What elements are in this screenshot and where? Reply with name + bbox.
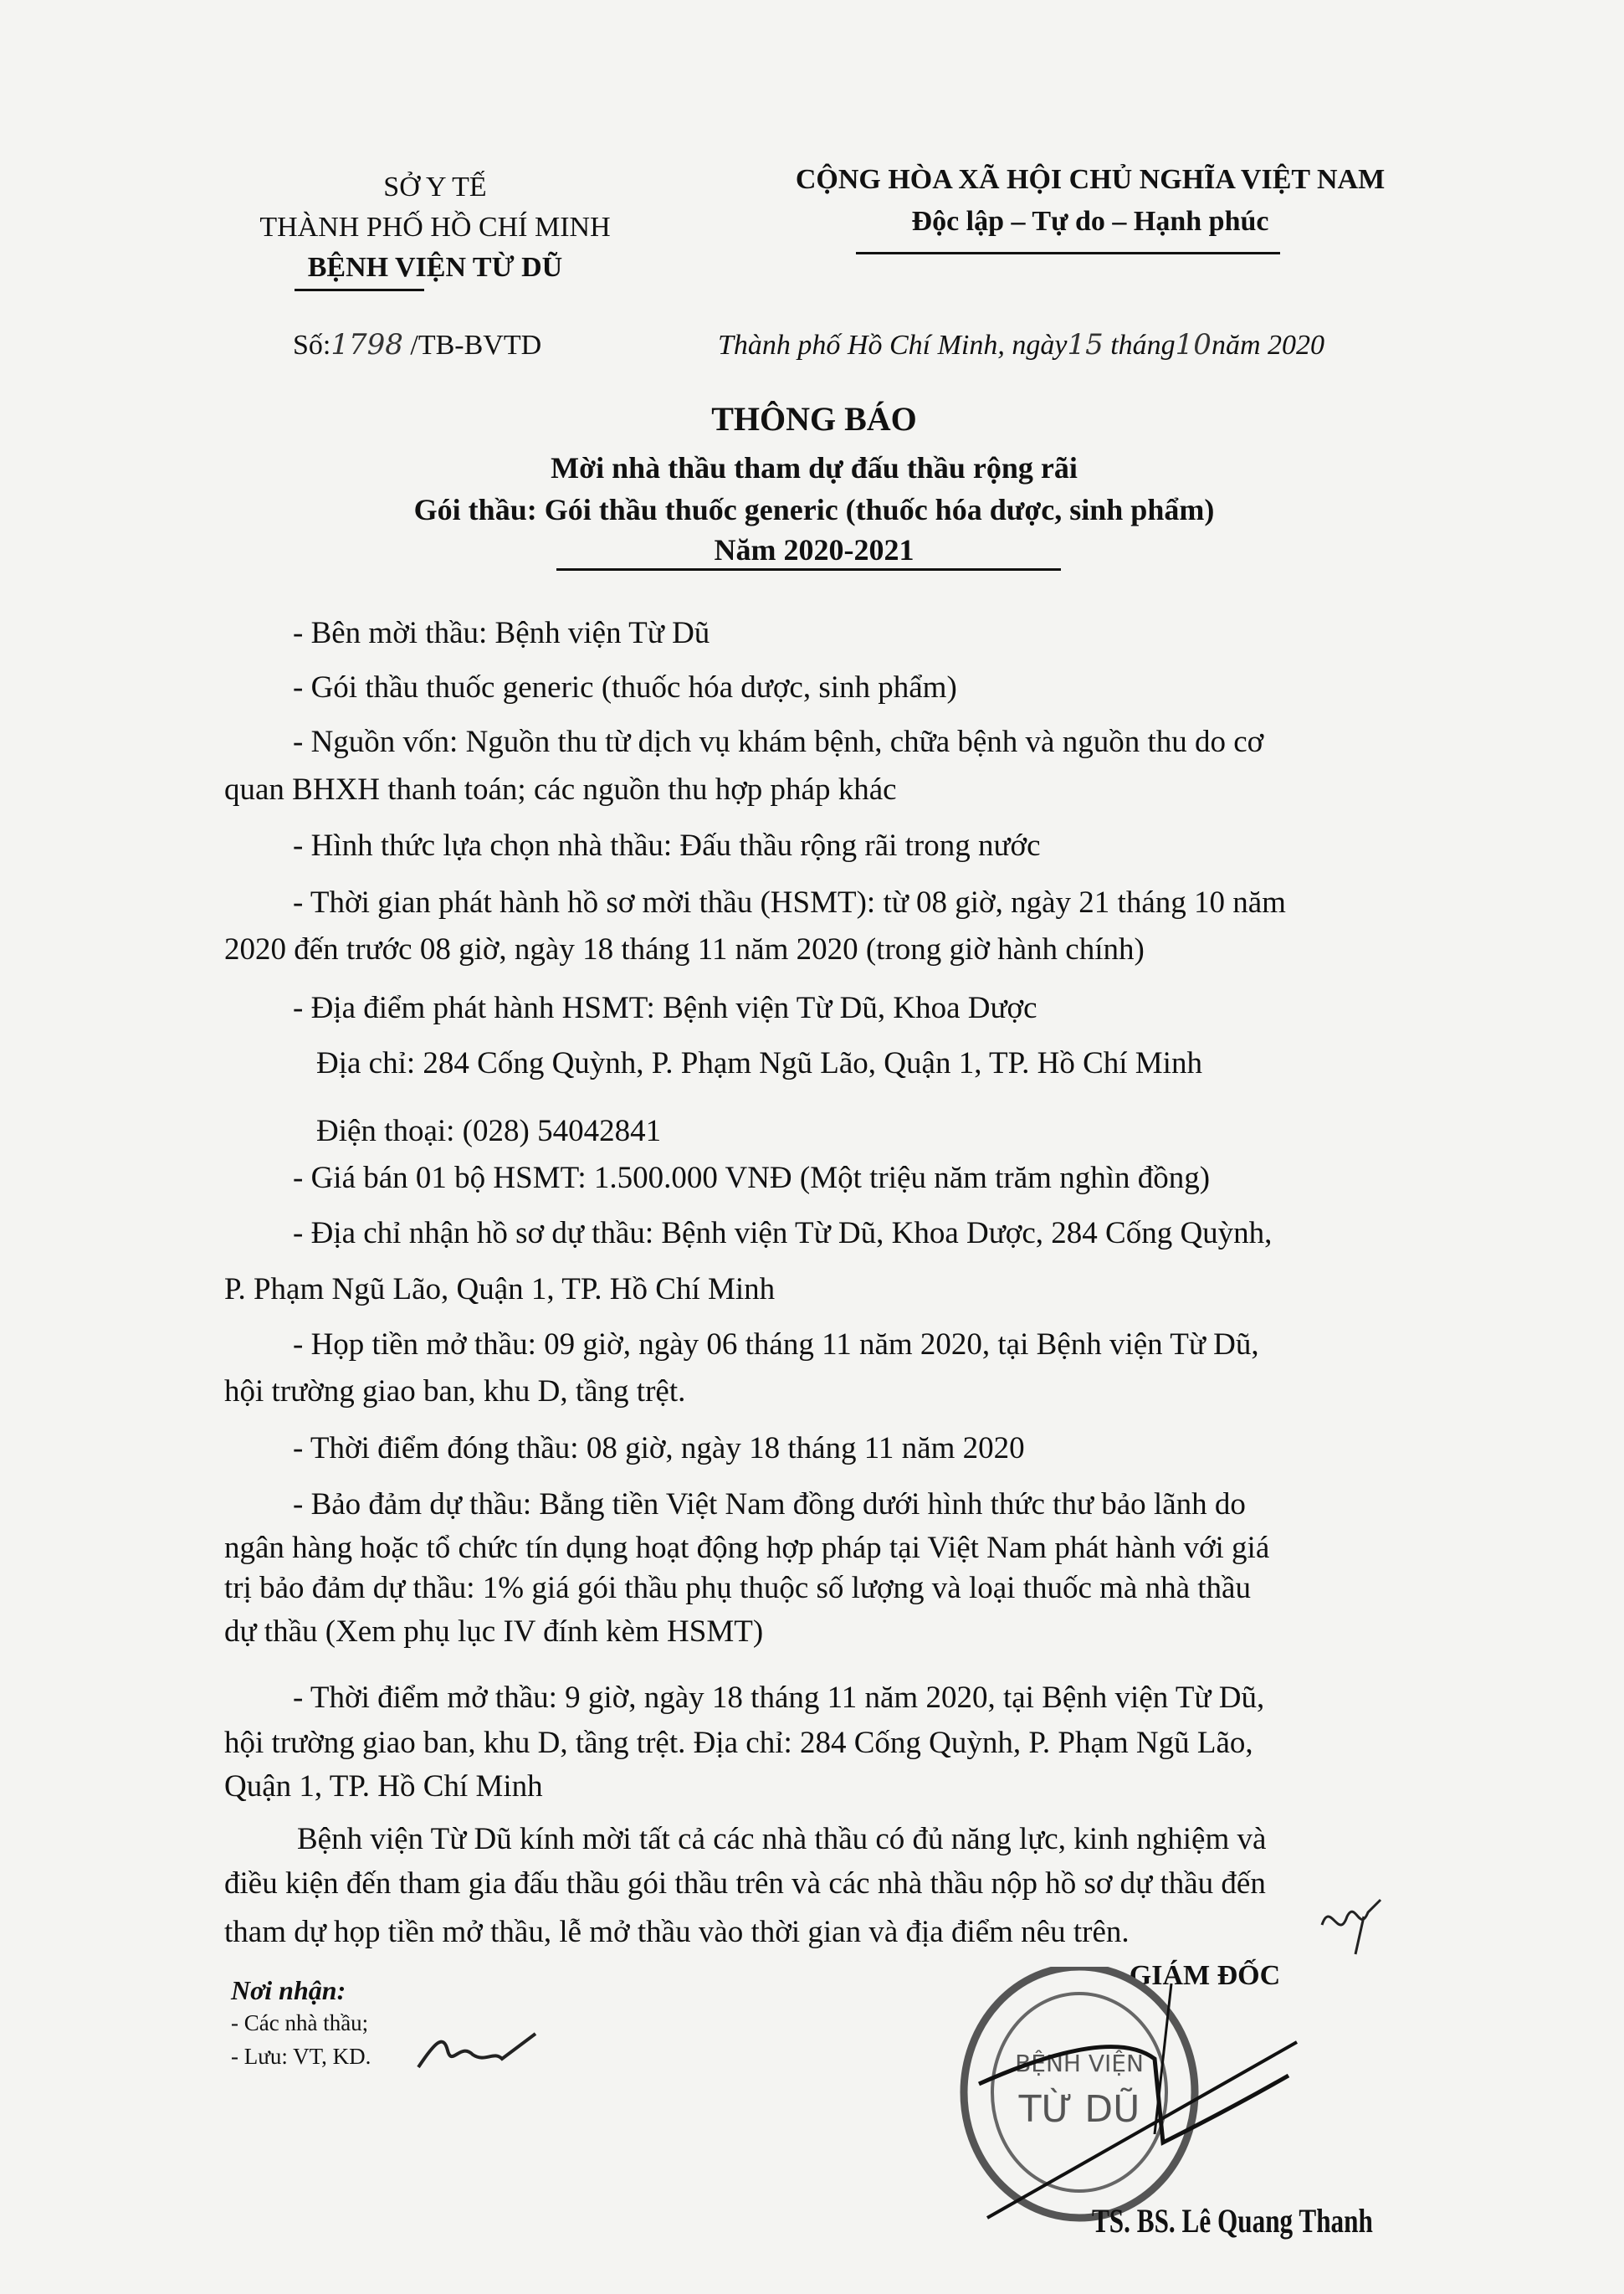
initials-signature-icon (410, 2025, 544, 2084)
initials-signature-icon (1314, 1891, 1389, 1958)
body-line: quan BHXH thanh toán; các nguồn thu hợp pháp khác (224, 772, 897, 807)
body-line: Quận 1, TP. Hồ Chí Minh (224, 1769, 543, 1804)
body-line: - Thời điểm đóng thầu: 08 giờ, ngày 18 tháng 11 năm 2020 (293, 1431, 1025, 1465)
hospital-stamp-icon (954, 1967, 1305, 2235)
national-title: CỘNG HÒA XÃ HỘI CHỦ NGHĨA VIỆT NAM (795, 164, 1386, 195)
package-title: Gói thầu: Gói thầu thuốc generic (thuốc hóa dược, sinh phẩm) (413, 493, 1215, 526)
body-line: - Họp tiền mở thầu: 09 giờ, ngày 06 tháng 11 năm 2020, tại Bệnh viện Từ Dũ, (293, 1327, 1259, 1362)
date-line: Thành phố Hồ Chí Minh, ngày15 tháng10năm 2020 (718, 328, 1324, 362)
body-line: - Giá bán 01 bộ HSMT: 1.500.000 VNĐ (Một triệu năm trăm nghìn đồng) (293, 1161, 1211, 1195)
body-line: Bệnh viện Từ Dũ kính mời tất cả các nhà thầu có đủ năng lực, kinh nghiệm và (297, 1822, 1267, 1856)
body-line: ngân hàng hoặc tổ chức tín dụng hoạt động hợp pháp tại Việt Nam phát hành với giá (224, 1531, 1270, 1565)
recipient-item: - Lưu: VT, KD. (231, 2044, 371, 2069)
body-line: hội trường giao ban, khu D, tầng trệt. Địa chỉ: 284 Cống Quỳnh, P. Phạm Ngũ Lão, (224, 1726, 1253, 1760)
body-line: trị bảo đảm dự thầu: 1% giá gói thầu phụ thuộc số lượng và loại thuốc mà nhà thầu (224, 1571, 1251, 1605)
recipient-item: - Các nhà thầu; (231, 2010, 369, 2035)
body-line: dự thầu (Xem phụ lục IV đính kèm HSMT) (224, 1614, 764, 1649)
body-line: - Bảo đảm dự thầu: Bằng tiền Việt Nam đồng dưới hình thức thư bảo lãnh do (293, 1487, 1246, 1522)
header-hospital: BỆNH VIỆN TỪ DŨ (307, 252, 563, 283)
body-line: tham dự họp tiền mở thầu, lễ mở thầu vào thời gian và địa điểm nêu trên. (224, 1915, 1130, 1949)
body-line: - Địa chỉ nhận hồ sơ dự thầu: Bệnh viện Từ Dũ, Khoa Dược, 284 Cống Quỳnh, (293, 1216, 1273, 1250)
body-line: - Bên mời thầu: Bệnh viện Từ Dũ (293, 616, 710, 650)
body-line: - Gói thầu thuốc generic (thuốc hóa dược, sinh phẩm) (293, 670, 957, 705)
body-line: điều kiện đến tham gia đấu thầu gói thầu trên và các nhà thầu nộp hồ sơ dự thầu đến (224, 1866, 1266, 1901)
header-city: THÀNH PHỐ HỒ CHÍ MINH (259, 212, 611, 243)
year-title: Năm 2020-2021 (714, 533, 914, 567)
body-line: hội trường giao ban, khu D, tầng trệt. (224, 1374, 686, 1409)
body-line: - Thời điểm mở thầu: 9 giờ, ngày 18 tháng 11 năm 2020, tại Bệnh viện Từ Dũ, (293, 1681, 1265, 1715)
header-right-underline (856, 252, 1280, 254)
body-line: P. Phạm Ngũ Lão, Quận 1, TP. Hồ Chí Minh (224, 1272, 776, 1306)
header-department: SỞ Y TẾ (383, 172, 487, 203)
notice-subtitle: Mời nhà thầu tham dự đấu thầu rộng rãi (551, 451, 1078, 485)
body-line: - Địa điểm phát hành HSMT: Bệnh viện Từ Dũ, Khoa Dược (293, 991, 1037, 1025)
signatory-name: TS. BS. Lê Quang Thanh (1092, 2202, 1373, 2240)
body-line: Địa chỉ: 284 Cống Quỳnh, P. Phạm Ngũ Lão, Quận 1, TP. Hồ Chí Minh (316, 1046, 1202, 1080)
header-left-underline (295, 289, 424, 291)
signatory-role: GIÁM ĐỐC (1129, 1960, 1281, 1991)
body-line: - Nguồn vốn: Nguồn thu từ dịch vụ khám bệnh, chữa bệnh và nguồn thu do cơ (293, 725, 1264, 759)
national-motto: Độc lập – Tự do – Hạnh phúc (911, 206, 1269, 237)
body-line: - Thời gian phát hành hồ sơ mời thầu (HSMT): từ 08 giờ, ngày 21 tháng 10 năm (293, 885, 1286, 920)
recipients-title: Nơi nhận: (231, 1975, 346, 2005)
body-line: 2020 đến trước 08 giờ, ngày 18 tháng 11 năm 2020 (trong giờ hành chính) (224, 932, 1145, 967)
svg-text:TỪ DŨ: TỪ DŨ (1018, 2088, 1140, 2131)
title-underline (556, 568, 1061, 571)
notice-title: THÔNG BÁO (711, 400, 917, 438)
body-line: Điện thoại: (028) 54042841 (316, 1114, 662, 1148)
svg-text:BỆNH VIỆN: BỆNH VIỆN (1015, 2050, 1144, 2077)
document-number: Số:1798 /TB-BVTD (293, 328, 542, 362)
body-line: - Hình thức lựa chọn nhà thầu: Đấu thầu rộng rãi trong nước (293, 829, 1041, 863)
